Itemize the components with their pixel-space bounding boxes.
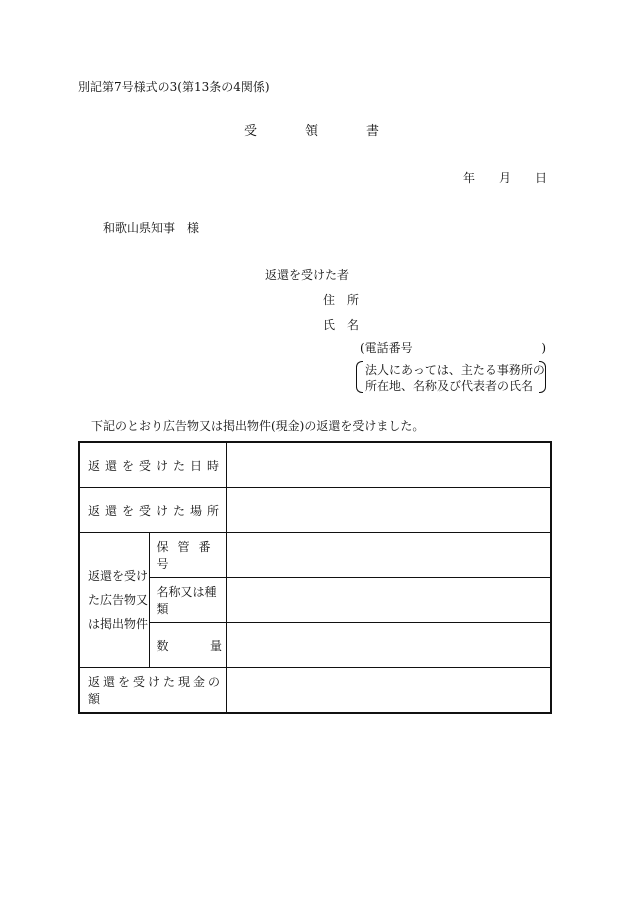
- value-return-datetime[interactable]: [227, 442, 552, 488]
- phone-close-paren: ): [541, 341, 546, 355]
- recipient-label: 返還を受けた者: [265, 268, 350, 282]
- value-quantity[interactable]: [227, 623, 552, 668]
- table-row: [79, 578, 551, 623]
- label-storage-number: 保管番号: [150, 533, 227, 578]
- quantity-char-1: 数: [156, 638, 169, 653]
- right-bracket: [539, 361, 546, 393]
- value-storage-number[interactable]: [227, 533, 552, 578]
- title-char-2: 領: [305, 124, 319, 139]
- addressee: 和歌山県知事 様: [103, 221, 200, 235]
- table-row: [79, 668, 551, 714]
- label-quantity: [150, 623, 227, 668]
- value-return-place[interactable]: [227, 488, 552, 533]
- corporation-note: [356, 361, 546, 393]
- phone-field: [360, 342, 546, 354]
- title-char-3: 書: [366, 124, 380, 139]
- group-label-line3: は掲出物件: [88, 617, 149, 631]
- value-name-or-type[interactable]: [227, 578, 552, 623]
- date-month: 月: [499, 171, 512, 185]
- phone-label: (電話番号: [360, 341, 413, 355]
- group-label-line2: た広告物又: [88, 593, 149, 607]
- table-row: [79, 442, 551, 488]
- corporation-note-line2: 所在地、名称及び代表者の氏名: [365, 379, 534, 393]
- label-cash-amount: 返還を受けた現金の額: [79, 668, 227, 714]
- receipt-table: [78, 441, 552, 714]
- left-bracket: [356, 361, 363, 393]
- label-return-place: 返還を受けた場所: [79, 488, 227, 533]
- date-line: [463, 172, 547, 184]
- quantity-char-2: 量: [209, 638, 222, 653]
- form-reference: 別記第7号様式の3(第13条の4関係): [78, 80, 270, 94]
- value-cash-amount[interactable]: [227, 668, 552, 714]
- name-label: 氏 名: [323, 318, 360, 332]
- corporation-note-line1: 法人にあっては、主たる事務所の: [365, 363, 545, 377]
- label-name-or-type: 名称又は種類: [150, 578, 227, 623]
- date-year: 年: [463, 171, 476, 185]
- group-label-line1: 返還を受け: [88, 569, 149, 583]
- date-day: 日: [535, 171, 548, 185]
- address-label: 住 所: [323, 293, 360, 307]
- label-return-datetime: 返還を受けた日時: [79, 442, 227, 488]
- table-row: [79, 533, 551, 578]
- document-title: [244, 125, 379, 138]
- table-row: [79, 623, 551, 668]
- table-row: [79, 488, 551, 533]
- label-returned-items: [79, 533, 150, 668]
- title-char-1: 受: [244, 124, 258, 139]
- intro-text: 下記のとおり広告物又は掲出物件(現金)の返還を受けました。: [91, 419, 425, 433]
